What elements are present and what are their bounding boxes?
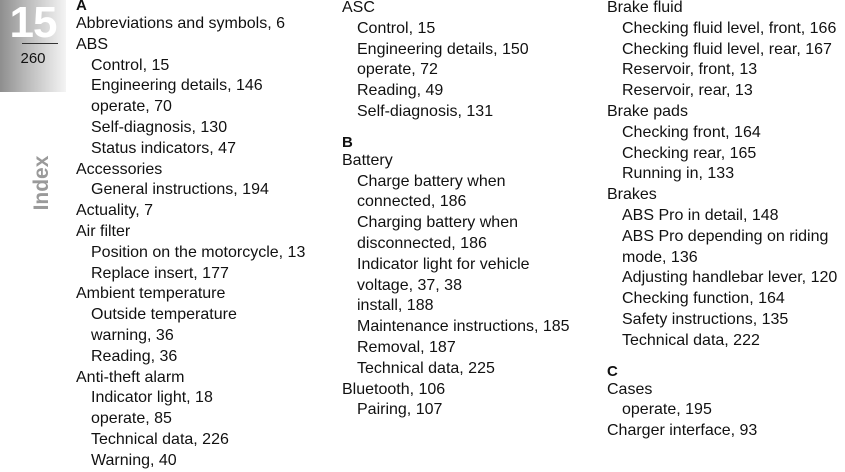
letter-spacer <box>342 123 602 135</box>
index-subentry: ABS Pro depending on riding <box>622 227 829 245</box>
index-subentry: operate, 70 <box>91 98 172 116</box>
index-subentry: Indicator light for vehicle <box>357 255 530 273</box>
index-subentry: Checking function, 164 <box>622 290 785 308</box>
index-column-1 <box>76 0 336 472</box>
index-subentry: Self-diagnosis, 130 <box>91 118 228 136</box>
index-subentry: operate, 72 <box>357 61 438 79</box>
index-subentry: Checking fluid level, rear, 167 <box>622 40 832 58</box>
index-letter-heading: A <box>76 0 87 14</box>
index-subentry: Indicator light, 18 <box>91 389 213 407</box>
index-subentry: Reading, 49 <box>357 82 444 100</box>
index-subentry: Technical data, 226 <box>91 430 229 448</box>
index-subentry: Maintenance instructions, 185 <box>357 318 570 336</box>
index-subentry: Replace insert, 177 <box>91 264 229 282</box>
page-number: 260 <box>20 50 46 67</box>
index-subentry: Charge battery when <box>357 172 506 190</box>
index-subentry: Outside temperature <box>91 306 237 324</box>
index-entry: Battery <box>342 151 393 169</box>
index-subentry: Running in, 133 <box>622 165 735 183</box>
index-subentry: Charging battery when <box>357 214 518 232</box>
index-entry: Abbreviations and symbols, 6 <box>76 15 285 32</box>
index-subentry: Adjusting handlebar lever, 120 <box>622 269 838 287</box>
letter-spacer <box>607 352 845 364</box>
index-entry: Charger interface, 93 <box>607 422 758 440</box>
index-column-3 <box>607 0 845 442</box>
index-subentry: Reservoir, front, 13 <box>622 61 758 79</box>
index-subentry: Engineering details, 146 <box>91 77 263 95</box>
index-entry: Anti-theft alarm <box>76 368 185 386</box>
index-subentry: Technical data, 222 <box>622 331 760 349</box>
index-subentry: Checking fluid level, front, 166 <box>622 19 837 37</box>
index-entry: Cases <box>607 380 653 398</box>
index-subentry: warning, 36 <box>91 326 174 344</box>
chapter-number: 15 <box>9 0 57 47</box>
index-subentry: Checking rear, 165 <box>622 144 757 162</box>
index-subentry: Status indicators, 47 <box>91 139 236 157</box>
index-subentry: Control, 15 <box>357 19 436 37</box>
index-subentry: connected, 186 <box>357 193 467 211</box>
index-subentry: Position on the motorcycle, 13 <box>91 243 306 261</box>
index-entry: Bluetooth, 106 <box>342 380 446 398</box>
index-subentry: Warning, 40 <box>91 451 177 469</box>
index-subentry: Reading, 36 <box>91 347 178 365</box>
index-entry: ABS <box>76 35 109 53</box>
index-subentry: disconnected, 186 <box>357 234 487 252</box>
index-subentry: Control, 15 <box>91 56 170 74</box>
index-subentry: Pairing, 107 <box>357 401 443 419</box>
chapter-tab <box>0 0 66 92</box>
index-subentry: operate, 85 <box>91 410 172 428</box>
index-entry: Actuality, 7 <box>76 202 154 220</box>
index-subentry: Reservoir, rear, 13 <box>622 82 753 100</box>
section-label <box>27 155 57 211</box>
index-entry: Accessories <box>76 160 163 178</box>
index-letter-heading: B <box>342 133 353 151</box>
index-subentry: install, 188 <box>357 297 434 315</box>
section-label-text: Index <box>30 155 53 211</box>
index-entry: Air filter <box>76 222 131 240</box>
index-entry: Brakes <box>607 186 657 204</box>
index-entry: Brake pads <box>607 102 688 120</box>
index-entry: Brake fluid <box>607 0 683 16</box>
index-subentry: Self-diagnosis, 131 <box>357 102 494 120</box>
index-subentry: Engineering details, 150 <box>357 40 529 58</box>
tab-divider <box>22 43 58 44</box>
index-subentry: voltage, 37, 38 <box>357 276 462 294</box>
index-entry: ASC <box>342 0 375 16</box>
index-subentry: operate, 195 <box>622 401 712 419</box>
index-entry: Ambient temperature <box>76 285 226 303</box>
index-subentry: ABS Pro in detail, 148 <box>622 206 779 224</box>
index-subentry: Safety instructions, 135 <box>622 310 789 328</box>
index-subentry: General instructions, 194 <box>91 181 269 199</box>
index-letter-heading: C <box>607 362 618 380</box>
index-subentry: Checking front, 164 <box>622 123 761 141</box>
index-column-2 <box>342 0 602 421</box>
index-subentry: Technical data, 225 <box>357 359 495 377</box>
index-subentry: mode, 136 <box>622 248 698 266</box>
index-subentry: Removal, 187 <box>357 338 456 356</box>
